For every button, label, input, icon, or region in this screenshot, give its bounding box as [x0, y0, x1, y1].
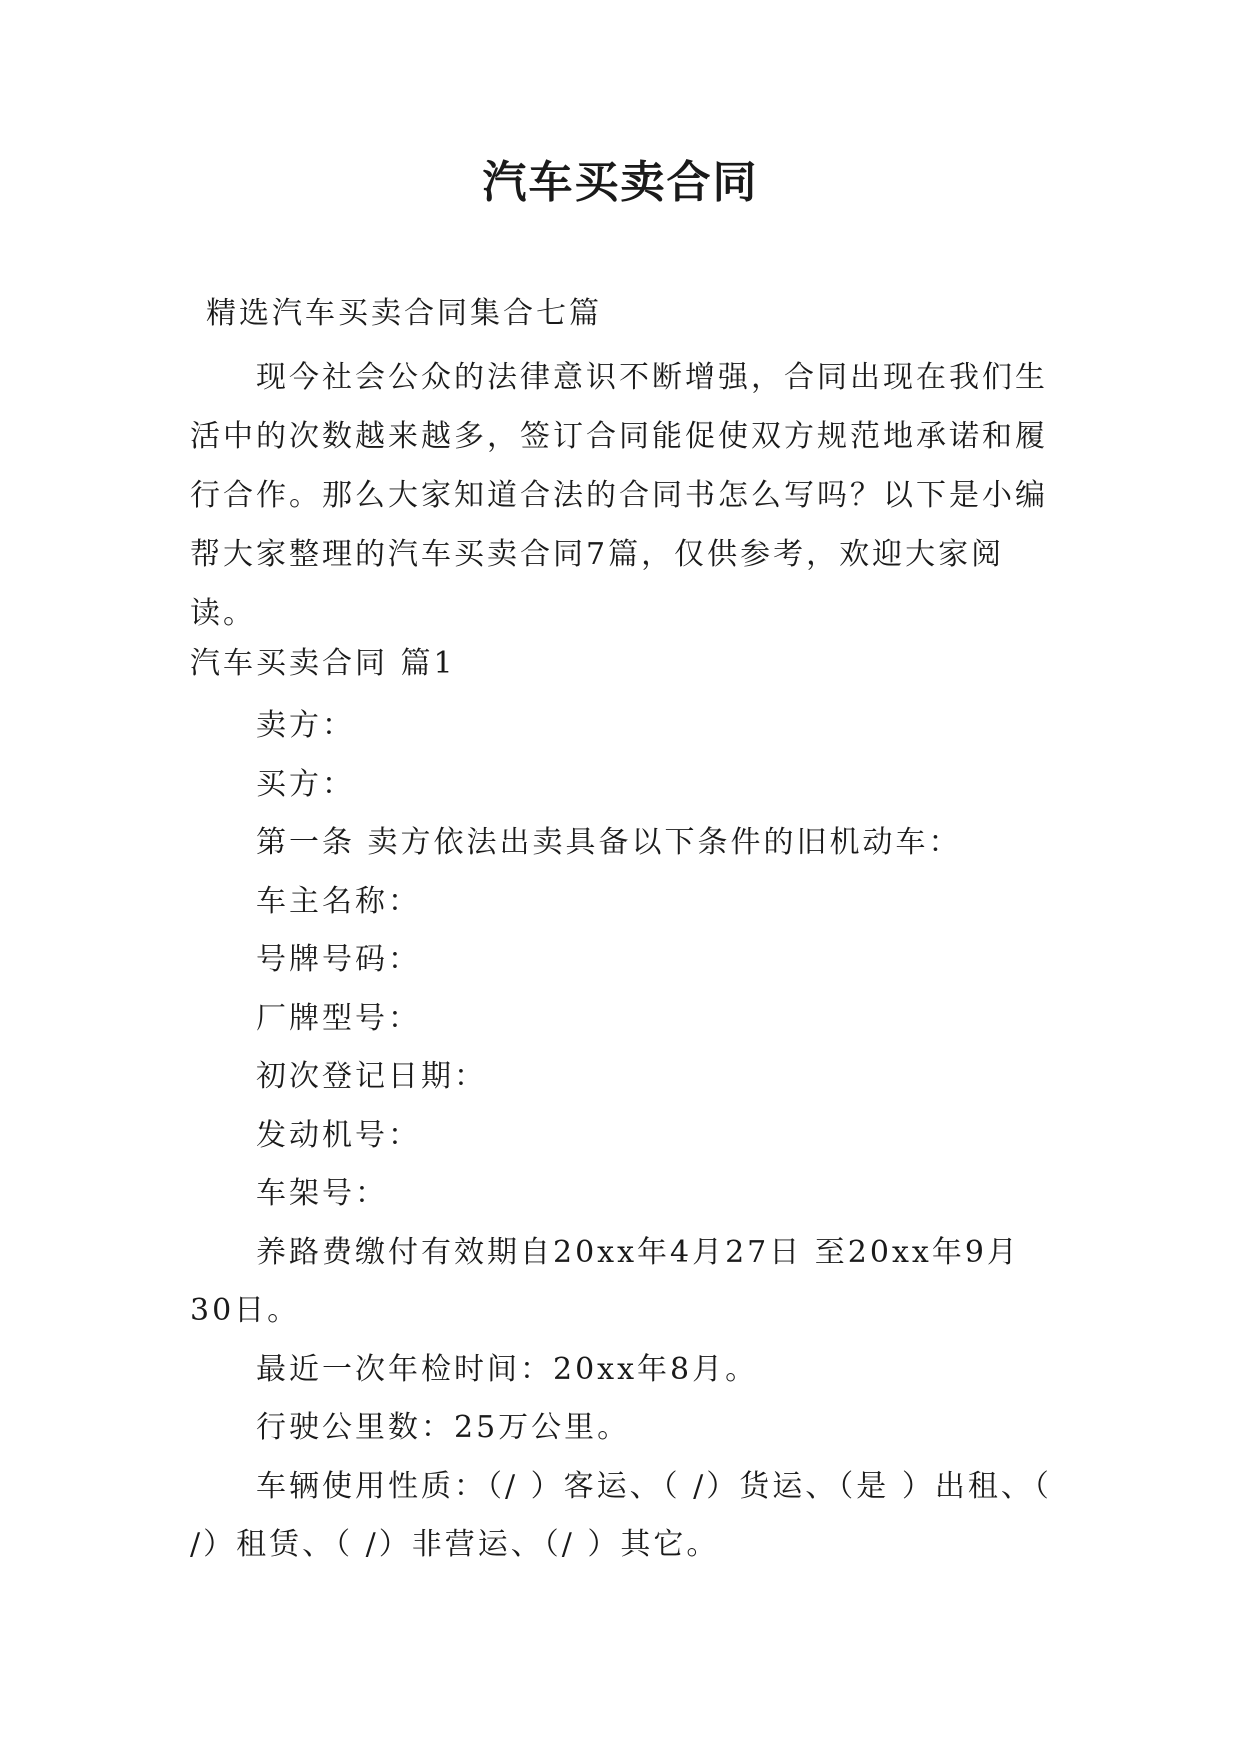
document-title: 汽车买卖合同	[482, 157, 759, 208]
engine-number-line: 发动机号：	[256, 1117, 421, 1153]
usage-type-line: 车辆使用性质：（/ ）客运、（ /）货运、（是 ）出租、（ /）租赁、（ /）非营运、（/ ）其它。	[190, 1468, 1052, 1562]
intro-paragraph: 现今社会公众的法律意识不断增强，合同出现在我们生活中的次数越来越多，签订合同能促使双方规范地承诺和履行合作。那么大家知道合法的合同书怎么写吗？以下是小编帮大家整理的汽车买卖合同7篇，仅供参考，欢迎大家阅读。	[190, 360, 1048, 631]
contract-clauses	[190, 697, 1060, 1575]
mileage-line: 行驶公里数：25万公里。	[256, 1410, 631, 1445]
document-subtitle: 精选汽车买卖合同集合七篇	[206, 296, 602, 331]
plate-number-line: 号牌号码：	[256, 942, 421, 977]
first-registration-line: 初次登记日期：	[256, 1059, 487, 1094]
frame-number-line: 车架号：	[256, 1176, 388, 1211]
brand-model-line: 厂牌型号：	[256, 1000, 421, 1036]
article-one-line: 第一条 卖方依法出卖具备以下条件的旧机动车：	[256, 825, 962, 860]
section-heading: 汽车买卖合同 篇1	[190, 646, 456, 681]
annual-inspection-line: 最近一次年检时间：20xx年8月。	[256, 1351, 759, 1387]
seller-line: 卖方：	[256, 708, 355, 743]
road-fee-line: 养路费缴付有效期自20xx年4月27日 至20xx年9月30日。	[190, 1234, 1020, 1328]
buyer-line: 买方：	[256, 766, 355, 802]
owner-name-line: 车主名称：	[256, 883, 421, 919]
